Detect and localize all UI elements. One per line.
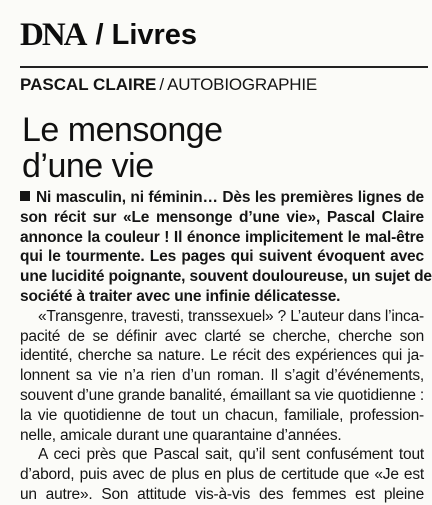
section-title: / Livres	[95, 19, 198, 51]
newspaper-logo: DNA	[20, 17, 86, 53]
paragraph-line: la vie quotidienne de tout un chacun, familiale, profession-	[20, 406, 424, 424]
article-lead	[20, 188, 432, 307]
kicker-separator: /	[159, 75, 165, 94]
lead-line: qui le tourmente. Les pages qui suivent évoquent avec	[20, 248, 424, 266]
headline-line: d’une vie	[22, 147, 154, 185]
paragraph-line: pacité de se définir avec clarté se cherche, cherche son	[20, 327, 424, 345]
header-rule	[20, 66, 428, 68]
paragraph-line: A ceci près que Pascal sait, qu’il sent confusément tout	[38, 446, 424, 464]
lead-line: annonce la couleur ! Il énonce implicitement le mal-être	[20, 228, 424, 246]
paragraph-line: souvent d’une grande banalité, émaillant sa vie quotidienne :	[20, 386, 425, 404]
lead-line: son récit sur «Le mensonge d’une vie», Pascal Claire	[20, 208, 424, 226]
book-genre: AUTOBIOGRAPHIE	[167, 75, 317, 94]
paragraph	[20, 307, 424, 446]
lead-line: Ni masculin, ni féminin… Dès les premières lignes de	[20, 188, 424, 208]
paragraph	[20, 445, 424, 504]
paragraph-line: d’abord, puis avec de plus en plus de certitude que «Je est	[20, 466, 424, 484]
lead-line: une lucidité poignante, souvent douloureuse, un sujet de	[20, 268, 432, 286]
author-name: PASCAL CLAIRE	[20, 75, 157, 94]
paragraph-line: lonnent sa vie n’a rien d’un roman. Il s’agit d’événements,	[20, 367, 424, 385]
article-body	[20, 188, 432, 505]
paragraph-line: identité, cherche sa nature. Le récit des expériences qui ja-	[20, 347, 424, 365]
lead-line: société à traiter avec une infinie délicatesse.	[20, 287, 341, 305]
paragraph-line: «Transgenre, travesti, transsexuel» ? L’auteur dans l’inca-	[38, 307, 424, 325]
article-headline	[22, 112, 422, 184]
article-kicker	[20, 75, 317, 95]
masthead	[20, 12, 197, 52]
paragraph-line: un autre». Son attitude vis-à-vis des femmes est pleine	[20, 485, 424, 503]
square-bullet-icon	[20, 191, 30, 201]
paragraph-line: nelle, amicale durant une quarantaine d’années.	[20, 426, 342, 444]
headline-line: Le mensonge	[22, 111, 223, 149]
